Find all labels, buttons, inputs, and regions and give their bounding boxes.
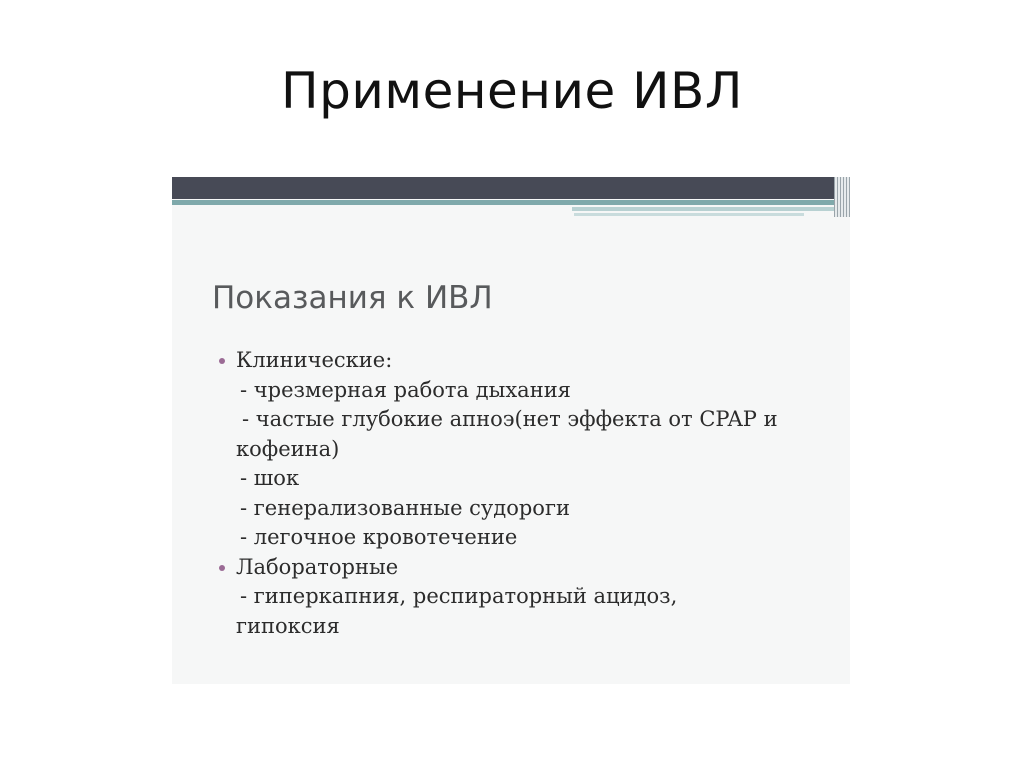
embedded-slide-image — [172, 177, 850, 684]
bullet-icon — [219, 358, 225, 364]
slide-header-edge-stripes — [834, 177, 850, 217]
slide-header-bar — [172, 177, 834, 199]
clinical-label: Клинические: — [236, 348, 393, 372]
clinical-item-5: - легочное кровотечение — [240, 525, 518, 549]
clinical-item-2: - частые глубокие апноэ(нет эффекта от CPAP и — [242, 407, 778, 431]
list-item-clinical — [216, 346, 836, 376]
laboratory-item-1: - гиперкапния, респираторный ацидоз, — [240, 584, 678, 608]
bullet-icon — [219, 565, 225, 571]
laboratory-item-1-continued: гипоксия — [236, 613, 340, 638]
clinical-item-3: - шок — [240, 466, 300, 490]
clinical-item-4: - генерализованные судороги — [240, 495, 570, 520]
slide-header-accent-line — [172, 200, 834, 205]
page-title: Применение ИВЛ — [281, 62, 743, 120]
clinical-item-2-continued: кофеина) — [236, 436, 340, 461]
laboratory-label: Лабораторные — [236, 554, 399, 579]
slide-header-accent-line-thin — [574, 213, 804, 216]
clinical-item-1: - чрезмерная работа дыхания — [240, 377, 571, 402]
slide-header-accent-line-short — [572, 207, 850, 211]
slide-content — [216, 346, 836, 641]
slide-heading: Показания к ИВЛ — [212, 280, 493, 316]
list-item-laboratory — [216, 553, 836, 583]
